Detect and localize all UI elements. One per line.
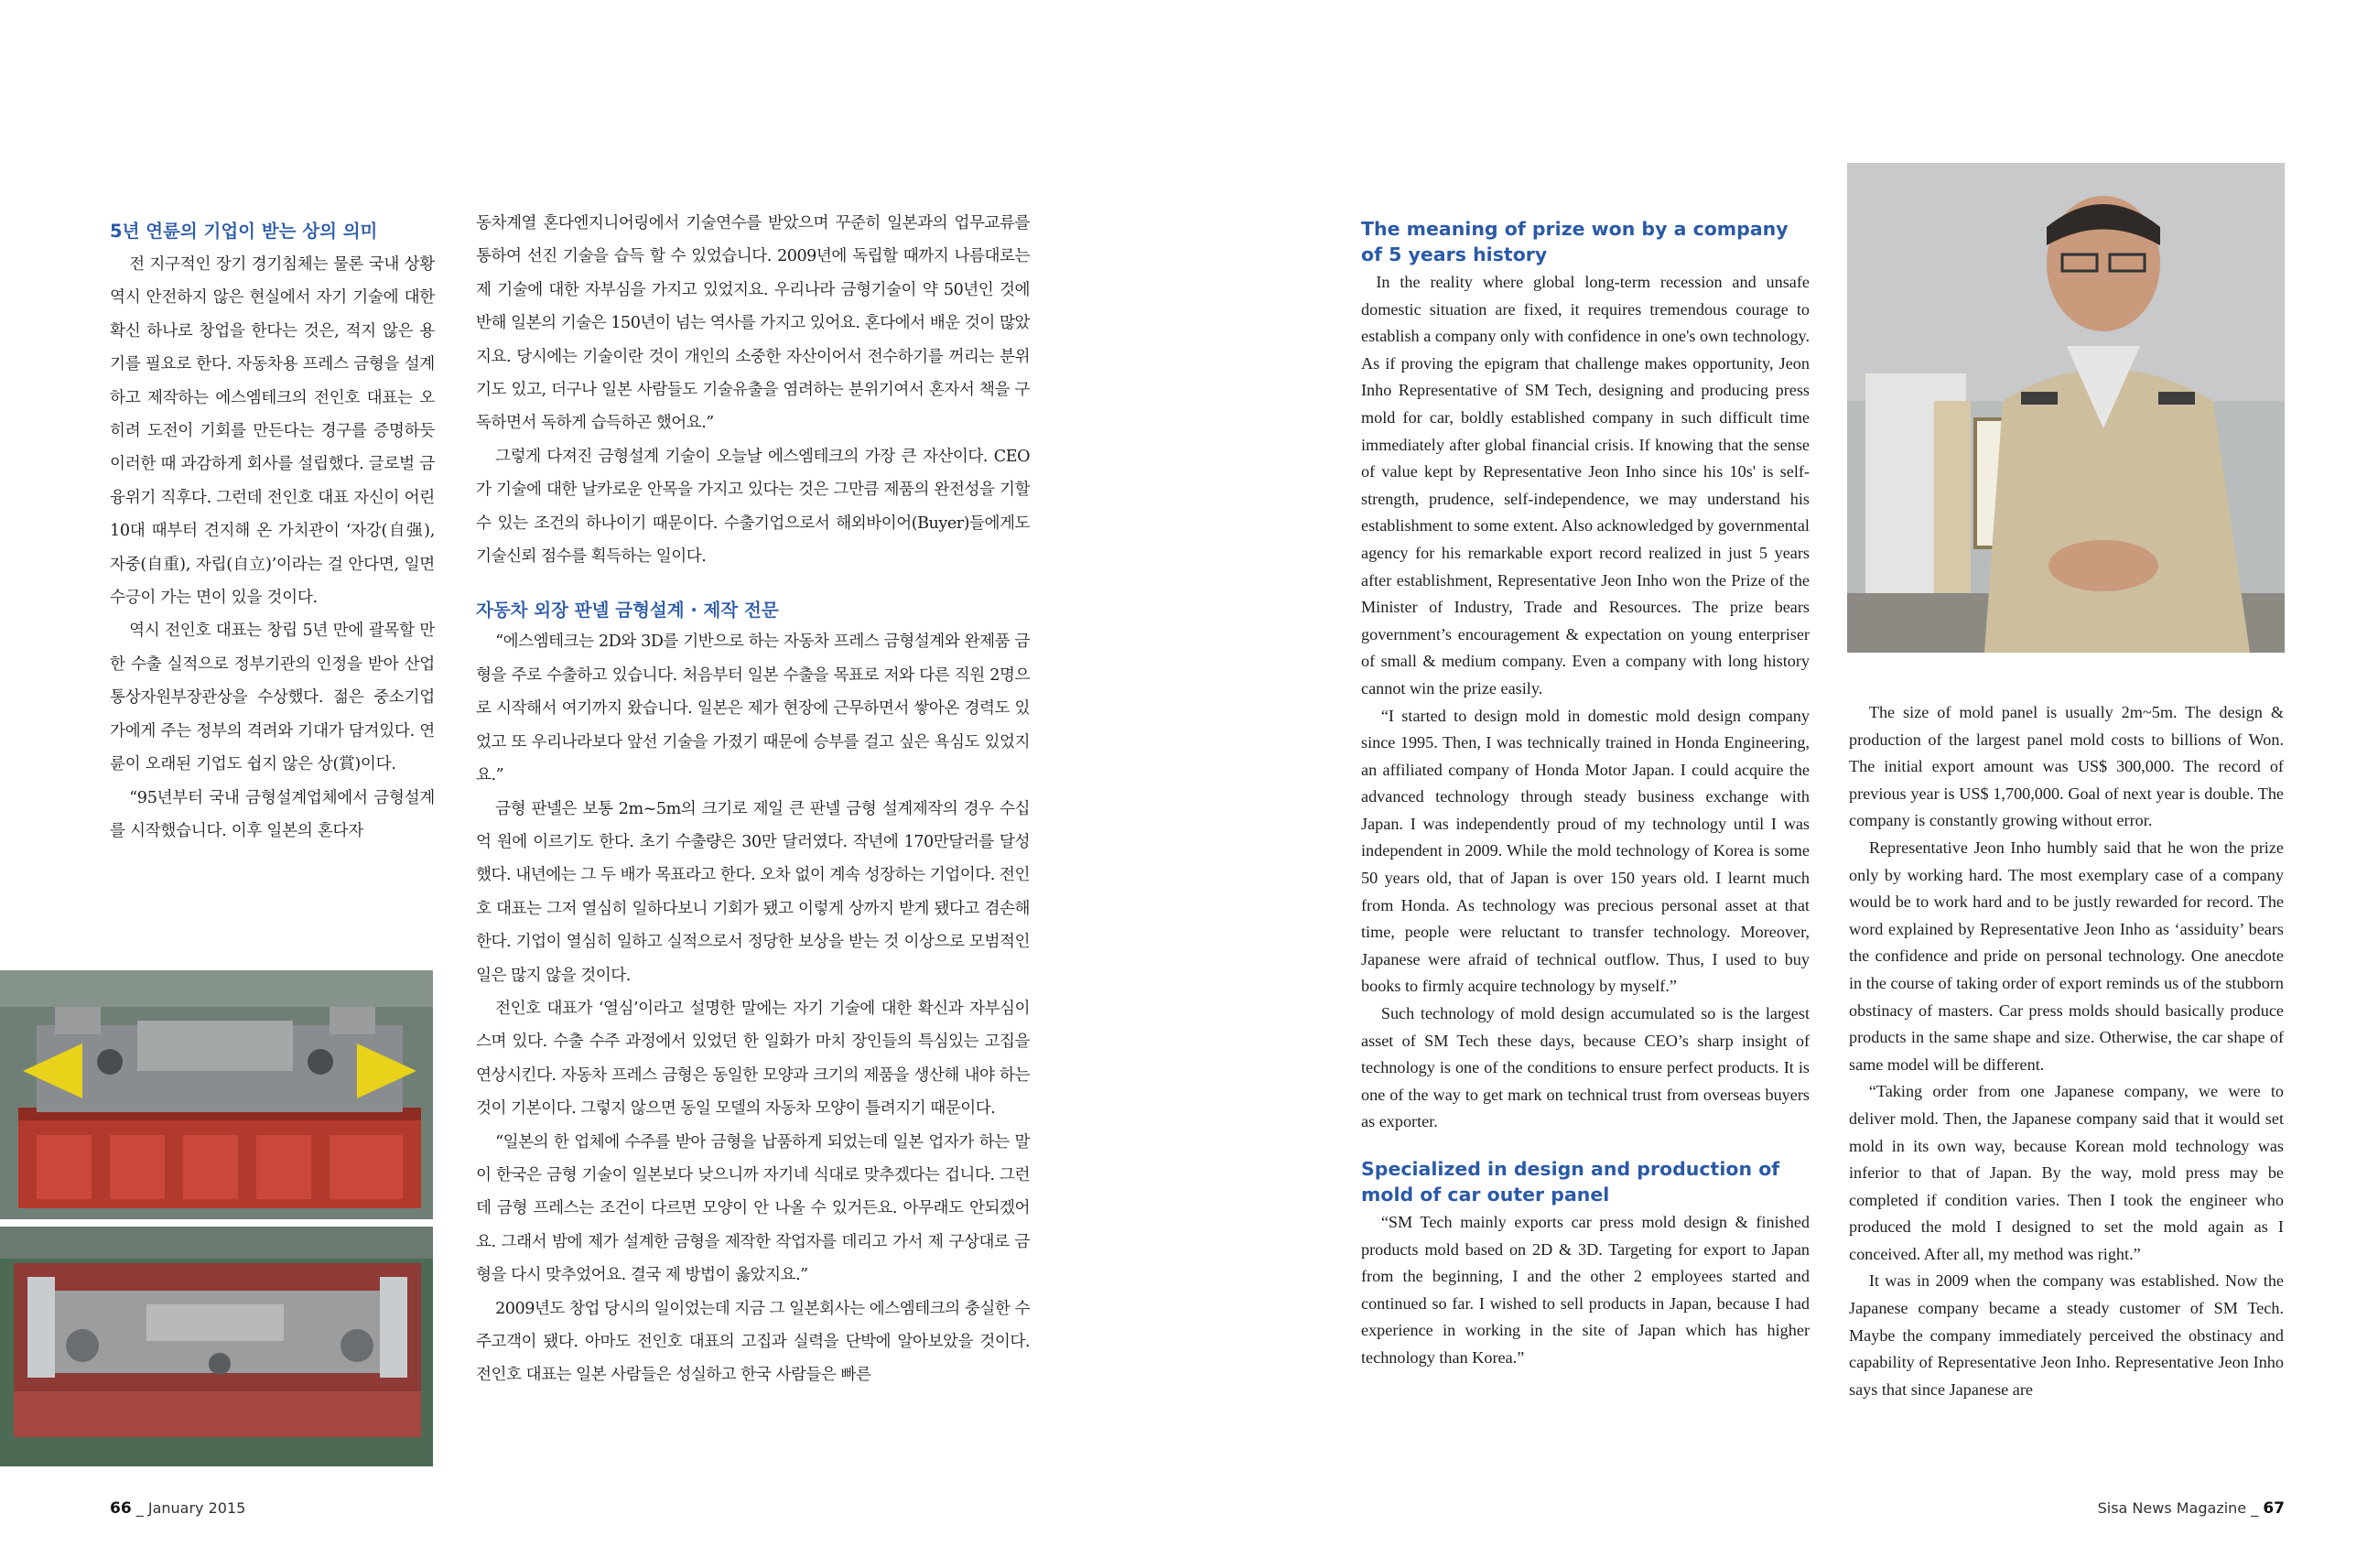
paragraph: “SM Tech mainly exports car press mold design & finished products mold based on 2D & 3D. Targeting for export to Japan from the beginning, I and the other 2 employees started and continued so far. I wished to sell products in Japan, because I had experience in working in the site of Japan which has higher technology than Korea.”	[1361, 1213, 1810, 1367]
left-col-1	[110, 218, 435, 848]
article-body	[110, 248, 435, 848]
mold-photo	[0, 970, 433, 1219]
paragraph: 전인호 대표가 ‘열심’이라고 설명한 말에는 자기 기술에 대한 확신과 자부심이 스며 있다. 수출 수주 과정에서 있었던 한 일화가 마치 장인들의 특심있는 고집을 연상시킨다. 자동차 프레스 금형은 동일한 모양과 크기의 제품을 생산해 내야 하는 것이 기본이다. 그렇지 않으면 동일 모델의 자동차 모양이 틀려지기 때문이다.	[476, 999, 1031, 1119]
paragraph: “95년부터 국내 금형설계업체에서 금형설계를 시작했습니다. 이후 일본의 혼다자	[110, 788, 435, 840]
article-body	[476, 625, 1030, 1391]
page-number: 67	[2263, 1499, 2285, 1518]
press-mold-image	[0, 970, 433, 1219]
article-body	[1849, 699, 2284, 1403]
section-heading: Specialized in design and production of mold of car outer panel	[1361, 1158, 1780, 1206]
magazine-name: Sisa News Magazine _	[2097, 1499, 2259, 1517]
paragraph: 금형 판넬은 보통 2m~5m의 크기로 제일 큰 판넬 금형 설계제작의 경우 수십억 원에 이르기도 한다. 초기 수출량은 30만 달러였다. 작년에 170만달러를 달성했다. 내년에는 그 두 배가 목표라고 한다. 오차 없이 계속 성장하는 기업이다. 전인호 대표는 그저 열심히 일하다보니 기회가 됐고 이렇게 상까지 받게 됐다고 겸손해 한다. 기업이 열심히 일하고 실적으로서 정당한 보상을 받는 것 이상으로 모범적인 일은 많지 않을 것이다.	[476, 799, 1031, 985]
portrait-photo	[1847, 163, 2285, 653]
page-folio-right	[2098, 1499, 2285, 1518]
paragraph: 2009년도 창업 당시의 일이었는데 지금 그 일본회사는 에스엠테크의 충실한 수주고객이 됐다. 아마도 전인호 대표의 고집과 실력을 단박에 알아보았을 것이다. 전인호 대표는 일본 사람들은 성실하고 한국 사람들은 빠른	[476, 1299, 1030, 1385]
section-heading: The meaning of prize won by a company of 5 years history	[1361, 218, 1789, 265]
paragraph: “일본의 한 업체에 수주를 받아 금형을 납품하게 되었는데 일본 업자가 하는 말이 한국은 금형 기술이 일본보다 낮으니까 자기네 식대로 맞추겠다는 겁니다. 그런데 금형 프레스는 조건이 다르면 모양이 안 나올 수 있거든요. 아무래도 안되겠어요. 그래서 밤에 제가 설계한 금형을 제작한 작업자를 데리고 가서 제 구상대로 금형을 다시 맞추었어요. 결국 제 방법이 옳았지요.”	[476, 1132, 1031, 1285]
paragraph: 전 지구적인 장기 경기침체는 물론 국내 상황 역시 안전하지 않은 현실에서 자기 기술에 대한 확신 하나로 창업을 한다는 것은, 적지 않은 용기를 필요로 한다. 자동차용 프레스 금형을 설계하고 제작하는 에스엠테크의 전인호 대표는 오히려 도전이 기회를 만든다는 경구를 증명하듯 이러한 때 과감하게 회사를 설립했다. 글로벌 금융위기 직후다. 그런데 전인호 대표 자신이 어린 10대 때부터 견지해 온 가치관이 ‘자강(自强), 자중(自重), 자립(自立)’이라는 걸 안다면, 일면 수긍이 가는 면이 있을 것이다.	[110, 255, 435, 608]
paragraph: 그렇게 다져진 금형설계 기술이 오늘날 에스엠테크의 가장 큰 자산이다. CEO가 기술에 대한 날카로운 안목을 가지고 있다는 것은 그만큼 제품의 완전성을 기할 수 있는 조건의 하나이기 때문이다. 수출기업으로서 해외바이어(Buyer)들에게도 기술신뢰 점수를 획득하는 일이다.	[476, 447, 1031, 567]
section-heading: 자동차 외장 판넬 금형설계 · 제작 전문	[476, 600, 779, 622]
section-heading: 5년 연륜의 기업이 받는 상의 의미	[110, 221, 378, 242]
paragraph: In the reality where global long-term recession and unsafe domestic situation are fixed, it requires tremendous courage to establish a company only with confidence in one's own technology. As if proving the epigram that challenge makes opportunity, Jeon Inho Representative of SM Tech, designing and producing press mold for car, boldly established company in such difficult time immediately after global financial crisis. If knowing that the sense of value kept by Representative Jeon Inho since his 10s' is self-strength, prudence, self-independence, we may understand his establishment to some extent. Also acknowledged by governmental agency for his remarkable export record realized in just 5 years after establishment, Representative Jeon Inho won the Prize of the Minister of Industry, Trade and Resources. The prize bears government’s encouragement & expectation on young enterpriser of small & medium company. Even a company with long history cannot win the prize easily.	[1361, 273, 1811, 697]
paragraph: It was in 2009 when the company was established. Now the Japanese company became a steady customer of SM Tech. Maybe the company immediately perceived the obstinacy and capability of Representative Jeon Inho. Representative Jeon Inho says that since Japanese are	[1849, 1271, 2284, 1399]
article-body	[1361, 1209, 1810, 1372]
mold-photo	[0, 1227, 433, 1466]
paragraph: Representative Jeon Inho humbly said that he won the prize only by working hard. The most exemplary case of a company would be to work hard and to be justly rewarded for record. The word explained by Representative Jeon Inho as ‘assiduity’ bears the confidence and pride on personal technology. One anecdote in the course of taking order of export reminds us of the stubborn obstinacy of masters. Car press molds should basically produce products in the same shape and size. Otherwise, the car shape of same model will be different.	[1849, 838, 2284, 1074]
paragraph: “Taking order from one Japanese company, we were to deliver mold. Then, the Japanese company said that it would set mold in its own way, because Korean mold technology was inferior to that of Japan. By the way, mold press may be completed if condition varies. Then I took the engineer who produced the mold I designed to set the mold again as I conceived. After all, my method was right.”	[1849, 1082, 2284, 1263]
paragraph: Such technology of mold design accumulated so is the largest asset of SM Tech these days, because CEO’s sharp insight of technology is one of the conditions to ensure perfect products. It is one of the way to get mark on technical trust from overseas buyers as exporter.	[1361, 1004, 1810, 1131]
paragraph: The size of mold panel is usually 2m~5m. The design & production of the largest panel mold costs to billions of Won. The initial export amount was US$ 300,000. The record of previous year is US$ 1,700,000. Goal of next year is double. The company is constantly growing without error.	[1849, 703, 2284, 830]
article-body	[476, 207, 1030, 573]
issue-date: _ January 2015	[135, 1499, 246, 1517]
portrait-image	[1847, 163, 2285, 653]
paragraph: 역시 전인호 대표는 창립 5년 만에 괄목할 만한 수출 실적으로 정부기관의 인정을 받아 산업통상자원부장관상을 수상했다. 젊은 중소기업가에게 주는 정부의 격려와 기대가 담겨있다. 연륜이 오래된 기업도 쉽지 않은 상(賞)이다.	[110, 622, 435, 774]
paragraph: “I started to design mold in domestic mold design company since 1995. Then, I was technically trained in Honda Engineering, an affiliated company of Honda Motor Japan. I could acquire the advanced technology through steady business exchange with Japan. I was independently proud of my technology until I was independent in 2009. While the mold technology of Korea is some 50 years old, that of Japan is over 150 years old. I learnt much from Honda. As technology was precious personal asset at that time, people were reluctant to transfer technology. Moreover, Japanese were afraid of technical outflow. Thus, I used to buy books to firmly acquire technology by myself.”	[1361, 706, 1810, 996]
right-col-1	[1361, 216, 1810, 1372]
press-mold-image	[0, 1227, 433, 1466]
paragraph: 동차계열 혼다엔지니어링에서 기술연수를 받았으며 꾸준히 일본과의 업무교류를 통하여 선진 기술을 습득 할 수 있었습니다. 2009년에 독립할 때까지 나름대로는 제 기술에 대한 자부심을 가지고 있었지요. 우리나라 금형기술이 약 50년인 것에 반해 일본의 기술은 150년이 넘는 역사를 가지고 있어요. 혼다에서 배운 것이 많았지요. 당시에는 기술이란 것이 개인의 소중한 자산이어서 전수하기를 꺼리는 분위기도 있고, 더구나 일본 사람들도 기술유출을 염려하는 분위기여서 혼자서 책을 구독하면서 독하게 습득하곤 했어요.”	[476, 214, 1031, 433]
article-body	[1361, 269, 1810, 1136]
page-number: 66	[110, 1499, 132, 1518]
left-col-2	[476, 207, 1030, 1392]
paragraph: “에스엠테크는 2D와 3D를 기반으로 하는 자동차 프레스 금형설계와 완제품 금형을 주로 수출하고 있습니다. 처음부터 일본 수출을 목표로 저와 다른 직원 2명으로 시작해서 여기까지 왔습니다. 일본은 제가 현장에 근무하면서 쌓아온 경력도 있었고 또 우리나라보다 앞선 기술을 가졌기 때문에 승부를 걸고 싶은 욕심도 있었지요.”	[476, 633, 1031, 785]
page-folio-left	[110, 1499, 245, 1518]
right-col-2	[1849, 699, 2284, 1403]
